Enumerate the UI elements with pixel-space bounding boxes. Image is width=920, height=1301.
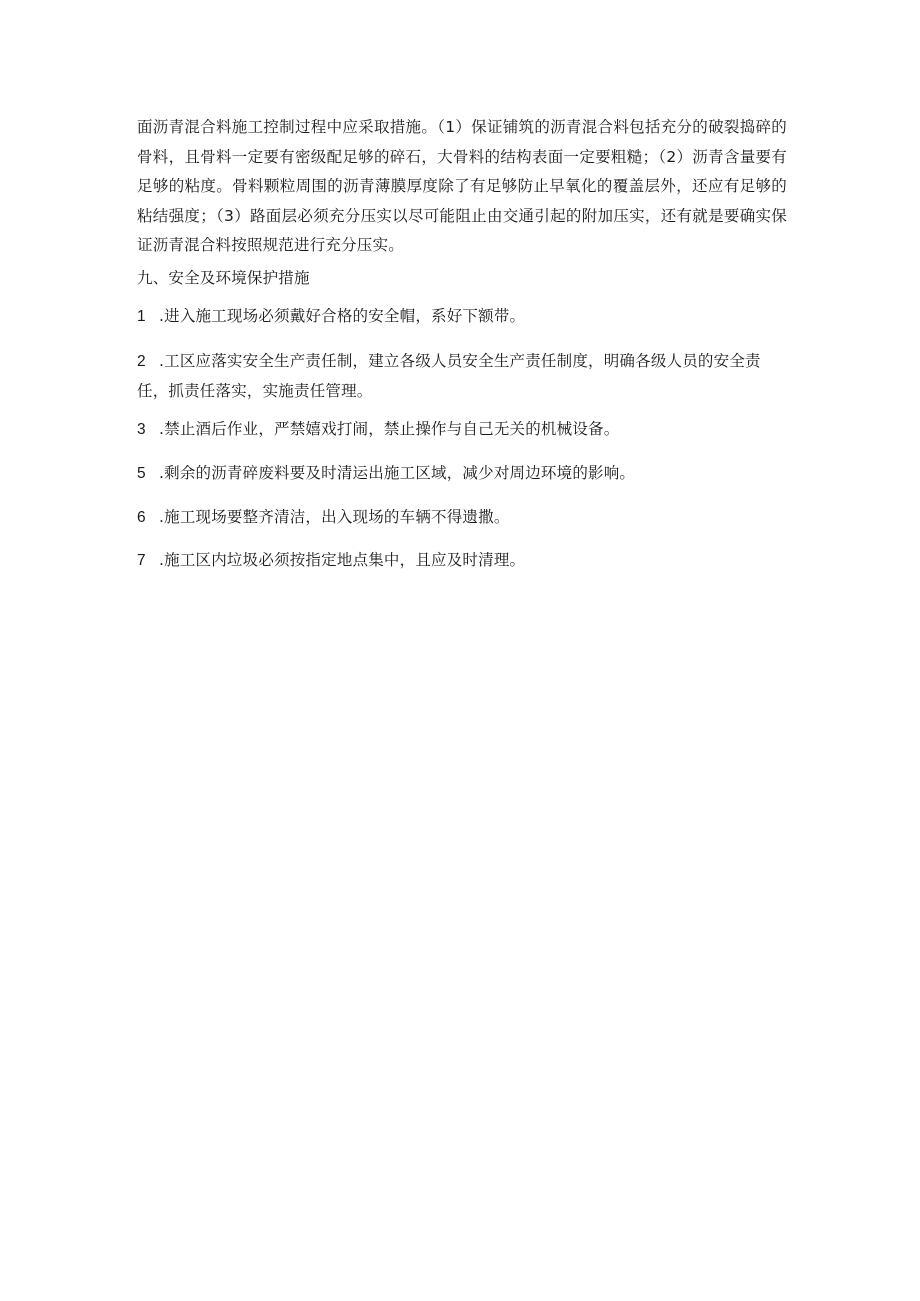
list-item-number: 2 <box>137 353 146 371</box>
list-item <box>137 459 787 489</box>
list-item <box>137 503 787 533</box>
list-item <box>137 302 787 332</box>
list-item-number: 5 <box>137 464 146 482</box>
list-item-text: .施工现场要整齐清洁，出入现场的车辆不得遗撒。 <box>159 507 510 526</box>
list-item-text: .工区应落实安全生产责任制，建立各级人员安全生产责任制度，明确各级人员的安全责任，抓责任落实，实施责任管理。 <box>137 352 761 400</box>
document-body <box>137 113 787 576</box>
section-heading: 九、安全及环境保护措施 <box>137 268 310 287</box>
list-item-number: 1 <box>137 307 146 325</box>
list-item-number: 3 <box>137 421 146 439</box>
list-item-text: .进入施工现场必须戴好合格的安全帽，系好下额带。 <box>159 306 526 325</box>
list-item <box>137 415 787 445</box>
list-item-number: 6 <box>137 508 146 526</box>
list-item-number: 7 <box>137 552 146 570</box>
list-item-text: .剩余的沥青碎废料要及时清运出施工区域，减少对周边环境的影响。 <box>159 463 636 482</box>
list-item <box>137 546 787 576</box>
intro-paragraph: 面沥青混合料施工控制过程中应采取措施。（1）保证铺筑的沥青混合料包括充分的破裂捣碎的骨料，且骨料一定要有密级配足够的碎石，大骨料的结构表面一定要粗糙；（2）沥青含量要有足够的粘度。骨料颗粒周围的沥青薄膜厚度除了有足够防止早氧化的覆盖层外，还应有足够的粘结强度；（3）路面层必须充分压实以尽可能阻止由交通引起的附加压实，还有就是要确实保证沥青混合料按照规范进行充分压实。 <box>137 118 787 255</box>
list-item-text: .施工区内垃圾必须按指定地点集中，且应及时清理。 <box>159 551 526 570</box>
list-item-text: .禁止酒后作业，严禁嬉戏打闹，禁止操作与自己无关的机械设备。 <box>159 420 620 439</box>
list-item <box>137 347 787 406</box>
